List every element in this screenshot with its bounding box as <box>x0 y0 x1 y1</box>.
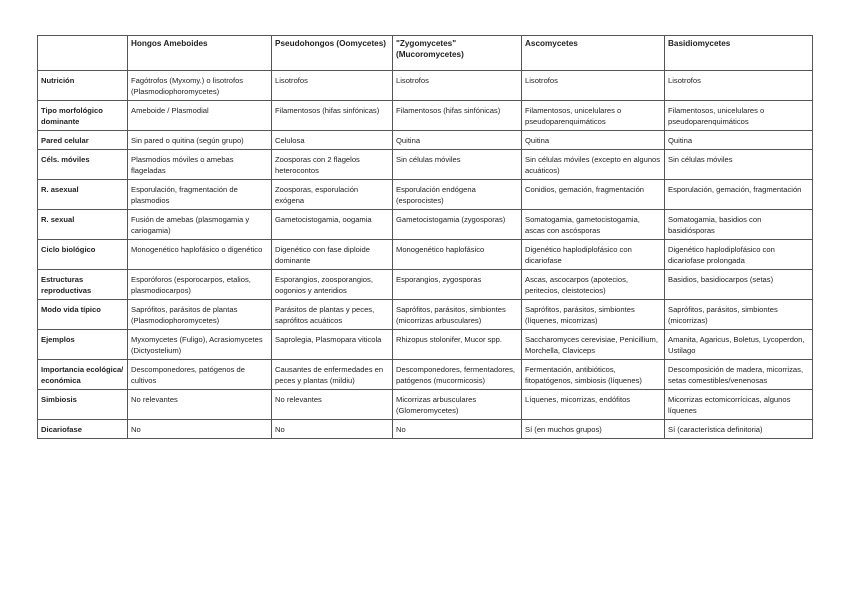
table-cell: Parásitos de plantas y peces, saprófitos acuáticos <box>272 300 393 330</box>
header-cell-empty <box>38 36 128 71</box>
table-cell: Amanita, Agaricus, Boletus, Lycoperdon, Ustilago <box>665 330 813 360</box>
table-cell: Basidios, basidiocarpos (setas) <box>665 270 813 300</box>
table-cell: Lisotrofos <box>522 71 665 101</box>
row-label: R. sexual <box>38 210 128 240</box>
row-label: Estructuras reproductivas <box>38 270 128 300</box>
row-label: Tipo morfológico dominante <box>38 101 128 131</box>
table-cell: Filamentosos, unicelulares o pseudoparenquimáticos <box>665 101 813 131</box>
header-cell: Pseudohongos (Oomycetes) <box>272 36 393 71</box>
table-cell: Quitina <box>665 131 813 150</box>
table-cell: Lisotrofos <box>665 71 813 101</box>
table-cell: Filamentosos (hifas sinfónicas) <box>272 101 393 131</box>
table-cell: Micorrizas arbusculares (Glomeromycetes) <box>393 390 522 420</box>
table-cell: Conidios, gemación, fragmentación <box>522 180 665 210</box>
table-cell: No relevantes <box>272 390 393 420</box>
row-label: Nutrición <box>38 71 128 101</box>
row-label: Importancia ecológica/ económica <box>38 360 128 390</box>
table-cell: Descomposición de madera, micorrizas, setas comestibles/venenosas <box>665 360 813 390</box>
table-cell: No relevantes <box>128 390 272 420</box>
table-cell: Rhizopus stolonifer, Mucor spp. <box>393 330 522 360</box>
table-cell: No <box>272 420 393 439</box>
table-cell: Monogenético haplofásico o digenético <box>128 240 272 270</box>
table-cell: Somatogamia, basidios con basidiósporas <box>665 210 813 240</box>
header-cell: Hongos Ameboides <box>128 36 272 71</box>
table-cell: Quitina <box>393 131 522 150</box>
table-cell: Saprófitos, parásitos, simbiontes (micorrizas) <box>665 300 813 330</box>
table-row <box>38 330 813 360</box>
table-row <box>38 240 813 270</box>
table-cell: Ascas, ascocarpos (apotecios, peritecios, cleistotecios) <box>522 270 665 300</box>
table-row <box>38 101 813 131</box>
table-cell: Saprolegia, Plasmopara viticola <box>272 330 393 360</box>
table-cell: Causantes de enfermedades en peces y plantas (mildiu) <box>272 360 393 390</box>
table-cell: Sí (característica definitoria) <box>665 420 813 439</box>
table-cell: Saprófitos, parásitos de plantas (Plasmodiophoromycetes) <box>128 300 272 330</box>
header-row <box>38 36 813 71</box>
row-label: Céls. móviles <box>38 150 128 180</box>
table-row <box>38 150 813 180</box>
table-cell: Plasmodios móviles o amebas flageladas <box>128 150 272 180</box>
table-cell: Esporangios, zoosporangios, oogonios y anteridios <box>272 270 393 300</box>
table-cell: Somatogamia, gametocistogamia, ascas con ascósporas <box>522 210 665 240</box>
table-cell: Esporulación, fragmentación de plasmodios <box>128 180 272 210</box>
table-cell: No <box>128 420 272 439</box>
table-cell: Esporulación endógena (esporocistes) <box>393 180 522 210</box>
header-cell: Ascomycetes <box>522 36 665 71</box>
header-cell: Basidiomycetes <box>665 36 813 71</box>
table-row <box>38 300 813 330</box>
row-label: Simbiosis <box>38 390 128 420</box>
table-row <box>38 390 813 420</box>
row-label: Ciclo biológico <box>38 240 128 270</box>
table-row <box>38 360 813 390</box>
table-cell: No <box>393 420 522 439</box>
table-cell: Saccharomyces cerevisiae, Penicillium, Morchella, Claviceps <box>522 330 665 360</box>
table-cell: Sin células móviles <box>393 150 522 180</box>
row-label: Dicariofase <box>38 420 128 439</box>
table-cell: Descomponedores, patógenos de cultivos <box>128 360 272 390</box>
table-row <box>38 131 813 150</box>
table-cell: Sí (en muchos grupos) <box>522 420 665 439</box>
table-cell: Esporangios, zygosporas <box>393 270 522 300</box>
table-cell: Fagótrofos (Myxomy.) o lisotrofos (Plasmodiophoromycetes) <box>128 71 272 101</box>
table-cell: Digenético con fase diploide dominante <box>272 240 393 270</box>
row-label: R. asexual <box>38 180 128 210</box>
table-cell: Ameboide / Plasmodial <box>128 101 272 131</box>
table-cell: Digenético haplodiplofásico con dicariofase prolongada <box>665 240 813 270</box>
table-cell: Zoosporas con 2 flagelos heterocontos <box>272 150 393 180</box>
table-cell: Digenético haplodiplofásico con dicariofase <box>522 240 665 270</box>
table-cell: Myxomycetes (Fuligo), Acrasiomycetes (Dictyostelium) <box>128 330 272 360</box>
table-cell: Fusión de amebas (plasmogamia y cariogamia) <box>128 210 272 240</box>
table-row <box>38 71 813 101</box>
table-cell: Filamentosos, unicelulares o pseudoparenquimáticos <box>522 101 665 131</box>
table-cell: Sin células móviles <box>665 150 813 180</box>
fungi-comparison-table <box>37 35 813 439</box>
table-cell: Gametocistogamia (zygosporas) <box>393 210 522 240</box>
row-label: Ejemplos <box>38 330 128 360</box>
table-cell: Filamentosos (hifas sinfónicas) <box>393 101 522 131</box>
table-row <box>38 210 813 240</box>
table-cell: Zoosporas, esporulación exógena <box>272 180 393 210</box>
table-cell: Micorrizas ectomicorrícicas, algunos líquenes <box>665 390 813 420</box>
row-label: Modo vida típico <box>38 300 128 330</box>
table-cell: Quitina <box>522 131 665 150</box>
table-cell: Lisotrofos <box>393 71 522 101</box>
table-cell: Descomponedores, fermentadores, patógenos (mucormicosis) <box>393 360 522 390</box>
table-cell: Esporulación, gemación, fragmentación <box>665 180 813 210</box>
table-cell: Lisotrofos <box>272 71 393 101</box>
table-cell: Gametocistogamia, oogamia <box>272 210 393 240</box>
table-row <box>38 420 813 439</box>
table-cell: Sin pared o quitina (según grupo) <box>128 131 272 150</box>
table-cell: Saprófitos, parásitos, simbiontes (líquenes, micorrizas) <box>522 300 665 330</box>
table-cell: Saprófitos, parásitos, simbiontes (micorrizas arbusculares) <box>393 300 522 330</box>
table-cell: Monogenético haplofásico <box>393 240 522 270</box>
table-cell: Esporóforos (esporocarpos, etalios, plasmodiocarpos) <box>128 270 272 300</box>
header-cell: "Zygomycetes" (Mucoromycetes) <box>393 36 522 71</box>
table-cell: Líquenes, micorrizas, endófitos <box>522 390 665 420</box>
table-row <box>38 270 813 300</box>
table-cell: Celulosa <box>272 131 393 150</box>
row-label: Pared celular <box>38 131 128 150</box>
table-cell: Fermentación, antibióticos, fitopatógenos, simbiosis (líquenes) <box>522 360 665 390</box>
table-row <box>38 180 813 210</box>
table-cell: Sin células móviles (excepto en algunos acuáticos) <box>522 150 665 180</box>
